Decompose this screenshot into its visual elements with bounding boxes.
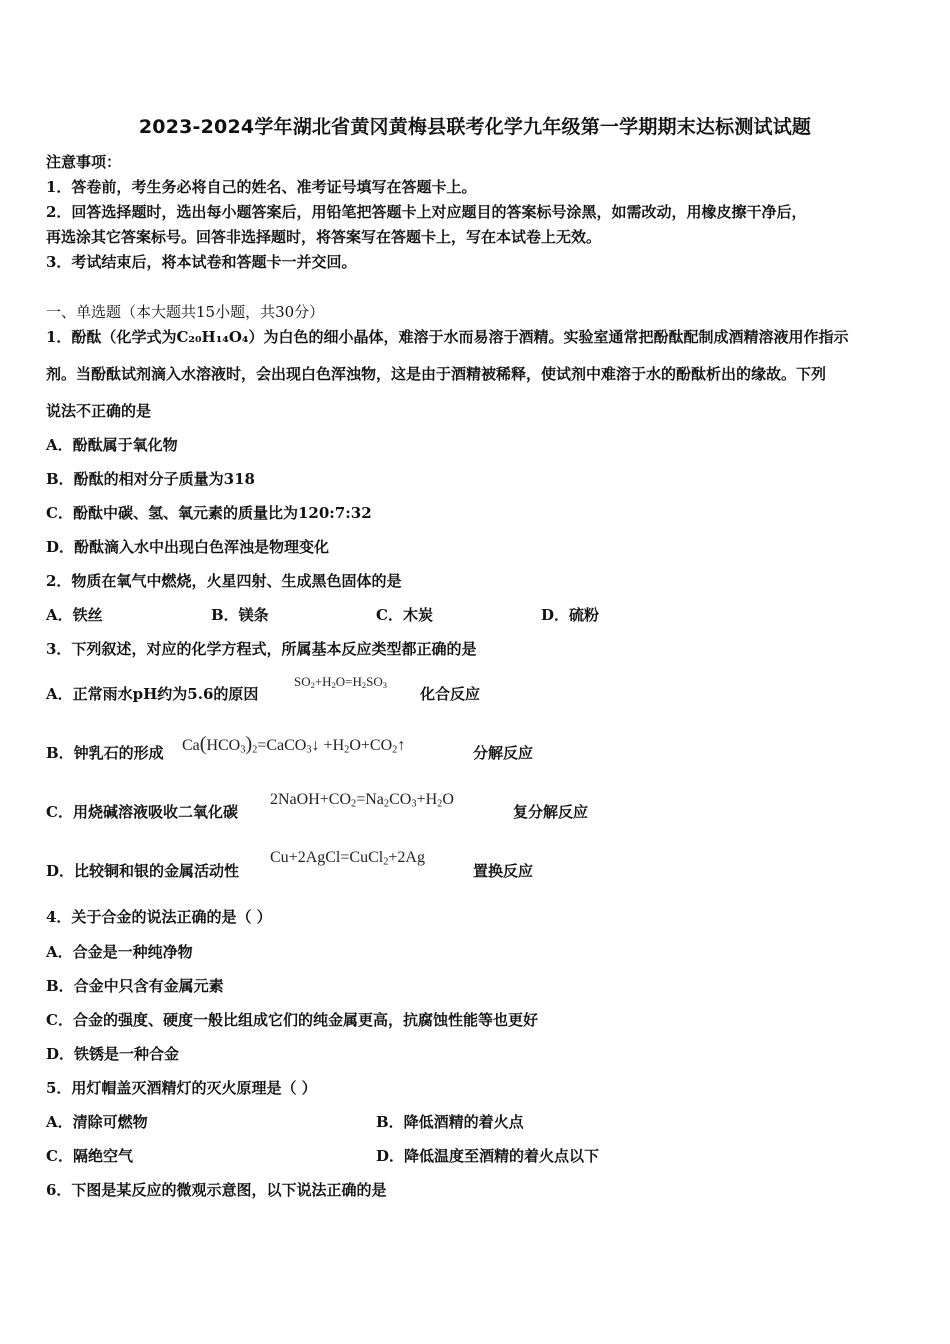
equation-a: $SO_2+H_2O=H_2SO_3$ [294,674,387,691]
q3-option-b-type: 分解反应 [473,744,534,762]
notice-item: 2．回答选择题时，选出每小题答案后，用铅笔把答题卡上对应题目的答案标号涂黑，如需改动，用橡皮擦干净后， [46,203,807,221]
q4-stem: 4．关于合金的说法正确的是（ ） [46,908,272,926]
q4-option-b: B．合金中只含有金属元素 [46,977,224,995]
q3-option-c-type: 复分解反应 [513,803,589,821]
notice-item: 再选涂其它答案标号。回答非选择题时，将答案写在答题卡上，写在本试卷上无效。 [46,228,602,246]
q2-stem: 2．物质在氧气中燃烧，火星四射、生成黑色固体的是 [46,572,402,590]
q3-option-d-type: 置换反应 [473,862,534,880]
q1-stem-line: 1．酚酞（化学式为C₂₀H₁₄O₄）为白色的细小晶体，难溶于水而易溶于酒精。实验室通常把酚酞配制成酒精溶液用作指示 [46,328,849,346]
q1-stem-line: 剂。当酚酞试剂滴入水溶液时，会出现白色浑浊物，这是由于酒精被稀释，使试剂中难溶于水的酚酞析出的缘故。下列 [46,365,827,383]
equation-c: $2NaOH+CO_2=Na_2CO_3+H_2O$ [270,791,454,810]
q5-option-d: D．降低温度至酒精的着火点以下 [376,1147,600,1165]
notice-item: 3．考试结束后，将本试卷和答题卡一并交回。 [46,253,357,271]
q4-option-a: A．合金是一种纯净物 [46,943,193,961]
q4-option-d: D．铁锈是一种合金 [46,1045,180,1063]
q2-option-b: B．镁条 [211,606,269,624]
q1-option-d: D．酚酞滴入水中出现白色浑浊是物理变化 [46,538,330,556]
q4-option-c: C．合金的强度、硬度一般比组成它们的纯金属更高，抗腐蚀性能等也更好 [46,1011,538,1029]
notice-heading: 注意事项： [46,153,122,171]
q5-option-a: A．清除可燃物 [46,1113,148,1131]
equation-b: $Ca(HCO_3)_2=CaCO_3↓$ $+H_2O+CO_2↑$ [182,733,406,756]
q2-option-d: D．硫粉 [541,606,600,624]
notice-item: 1．答卷前，考生务必将自己的姓名、准考证号填写在答题卡上。 [46,178,477,196]
q1-option-c: C．酚酞中碳、氢、氧元素的质量比为120:7:32 [46,504,372,522]
q3-stem: 3．下列叙述，对应的化学方程式，所属基本反应类型都正确的是 [46,640,477,658]
equation-d: Cu+2AgCl=CuCl$_2$+2Ag [270,849,425,868]
q6-stem: 6．下图是某反应的微观示意图，以下说法正确的是 [46,1181,387,1199]
q3-option-d: D．比较铜和银的金属活动性 [46,862,240,880]
q2-option-a: A．铁丝 [46,606,103,624]
q5-option-b: B．降低酒精的着火点 [376,1113,524,1131]
q5-option-c: C．隔绝空气 [46,1147,133,1165]
page-title: 2023-2024学年湖北省黄冈黄梅县联考化学九年级第一学期期末达标测试试题 [138,116,812,138]
q5-stem: 5．用灯帽盖灭酒精灯的灭火原理是（ ） [46,1079,317,1097]
q3-option-a: A．正常雨水pH约为5.6的原因 [46,685,259,703]
q3-option-a-type: 化合反应 [420,685,481,703]
q1-stem-line: 说法不正确的是 [46,402,152,420]
q2-option-c: C．木炭 [376,606,433,624]
q3-option-c: C．用烧碱溶液吸收二氧化碳 [46,803,238,821]
q1-option-b: B．酚酞的相对分子质量为318 [46,470,255,488]
q1-option-a: A．酚酞属于氧化物 [46,436,178,454]
section-heading: 一、单选题（本大题共15小题，共30分） [46,303,325,321]
q3-option-b: B．钟乳石的形成 [46,744,164,762]
